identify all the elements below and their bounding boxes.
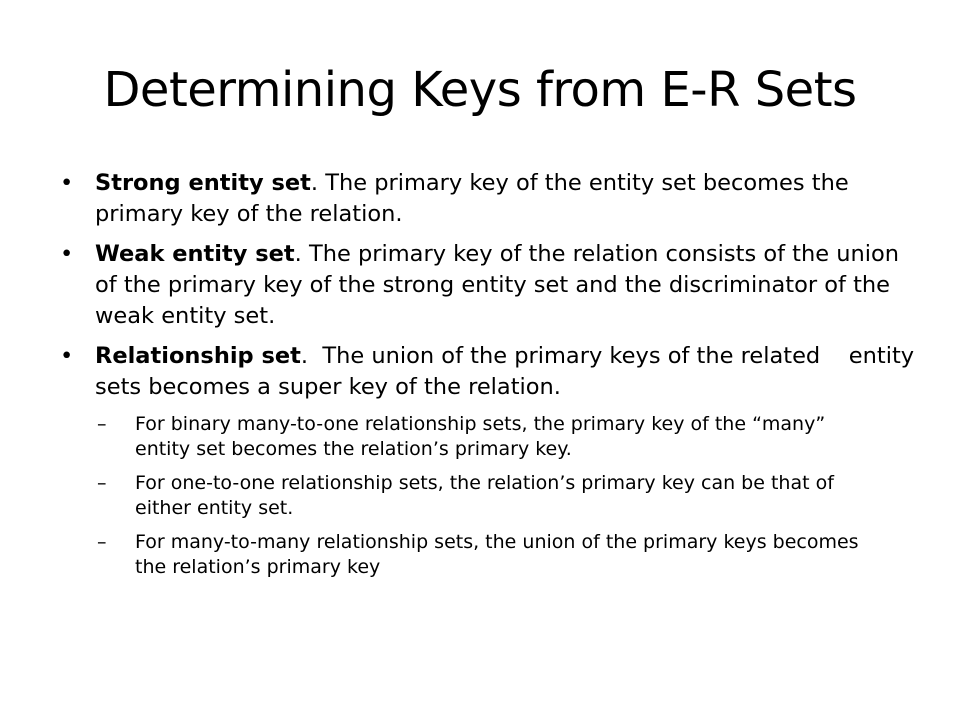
bullet-weak-entity-set [60,239,920,332]
bullet-text: . The primary key of the relation consists of the union of the primary key of the strong entity set and the discriminator of the weak entity set. [95,241,900,329]
bullet-text: . The primary key of the entity set becomes the primary key of the relation. [95,170,849,227]
bullet-lead: Relationship set [95,343,301,369]
bullet-lead: Strong entity set [95,170,311,196]
sub-bullet-marker: – [97,531,107,553]
sub-bullet-many-to-many [97,530,875,580]
sub-bullet-text: For binary many-to-one relationship sets, the primary key of the “many” entity set becomes the relation’s primary key. [135,413,826,460]
sub-bullet-text: For many-to-many relationship sets, the union of the primary keys becomes the relation’s primary key [135,531,859,578]
bullet-marker: • [60,241,74,267]
bullet-relationship-set [60,341,920,403]
bullet-strong-entity-set [60,168,920,230]
sub-bullet-text: For one-to-one relationship sets, the relation’s primary key can be that of either entity set. [135,472,834,519]
bullet-text: . The union of the primary keys of the related entity sets becomes a super key of the relation. [95,343,922,400]
slide-content [60,168,920,589]
sub-bullet-many-to-one [97,412,875,462]
sub-bullet-one-to-one [97,471,875,521]
bullet-lead: Weak entity set [95,241,295,267]
bullet-marker: • [60,170,74,196]
slide-title: Determining Keys from E-R Sets [103,62,857,118]
sub-bullet-marker: – [97,413,107,435]
sub-bullet-marker: – [97,472,107,494]
bullet-marker: • [60,343,74,369]
